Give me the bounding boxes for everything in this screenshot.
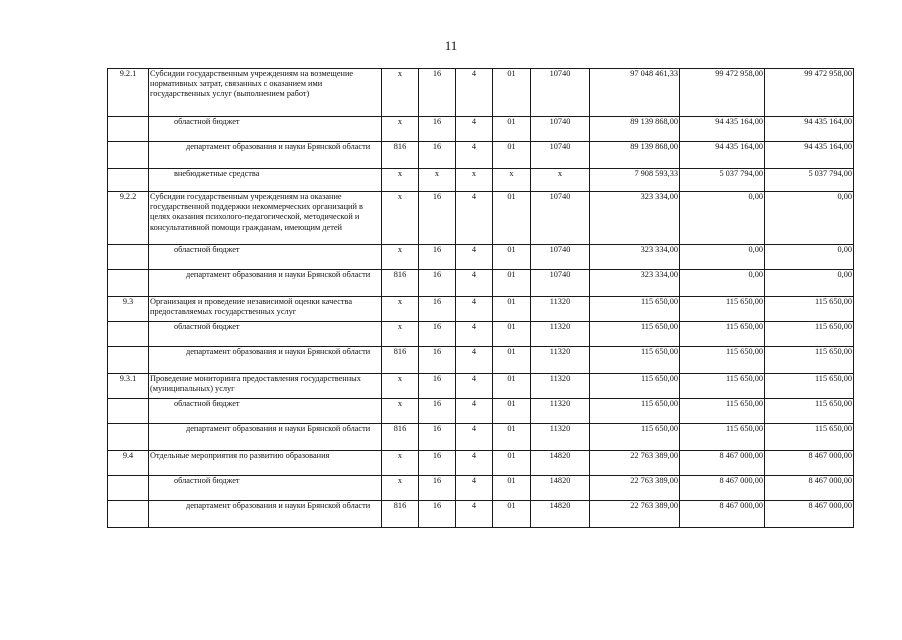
admin-code: 816 [382,347,419,374]
activity-code: 01 [493,142,531,169]
amount-year-2: 94 435 164,00 [680,142,765,169]
amount-year-2: 115 650,00 [680,347,765,374]
program-code: 16 [419,142,456,169]
subprogram-code: 4 [456,347,493,374]
admin-code: 816 [382,142,419,169]
amount-year-2: 8 467 000,00 [680,501,765,528]
program-code: 16 [419,451,456,476]
amount-year-3: 8 467 000,00 [765,476,854,501]
direction-code: 14820 [531,476,590,501]
row-name: Организация и проведение независимой оценки качества предоставляемых государственных услуг [149,297,382,322]
admin-code: х [382,117,419,142]
admin-code: х [382,192,419,245]
amount-year-3: 0,00 [765,270,854,297]
amount-year-3: 115 650,00 [765,374,854,399]
row-name: Субсидии государственным учреждениям на оказание государственной поддержки некоммерческих организаций в целях оказания психолого-педагогической, методической и консультативной помощи гражданам, имеющим детей [149,192,382,245]
amount-year-2: 115 650,00 [680,424,765,451]
subprogram-code: 4 [456,117,493,142]
row-name: областной бюджет [174,322,240,331]
program-code: 16 [419,297,456,322]
admin-code: х [382,245,419,270]
row-name: Проведение мониторинга предоставления государственных (муниципальных) услуг [149,374,382,399]
direction-code: 14820 [531,451,590,476]
row-name: областной бюджет [174,117,240,126]
amount-year-1: 115 650,00 [590,322,680,347]
row-number [108,476,149,501]
page-number: 11 [444,38,458,53]
program-code: 16 [419,192,456,245]
amount-year-3: 0,00 [765,192,854,245]
row-name: департамент образования и науки Брянской области [186,347,371,356]
direction-code: 11320 [531,399,590,424]
table-row [108,476,854,501]
admin-code: х [382,476,419,501]
subprogram-code: х [456,169,493,192]
activity-code: 01 [493,297,531,322]
row-number: 9.3.1 [108,374,149,399]
amount-year-3: 99 472 958,00 [765,69,854,117]
amount-year-3: 94 435 164,00 [765,142,854,169]
amount-year-3: 0,00 [765,245,854,270]
amount-year-1: 115 650,00 [590,374,680,399]
row-number [108,347,149,374]
program-code: 16 [419,476,456,501]
activity-code: 01 [493,501,531,528]
activity-code: 01 [493,399,531,424]
amount-year-1: 115 650,00 [590,424,680,451]
table-row [108,424,854,451]
direction-code: 10740 [531,142,590,169]
direction-code: 11320 [531,347,590,374]
direction-code: 11320 [531,297,590,322]
amount-year-1: 22 763 389,00 [590,476,680,501]
subprogram-code: 4 [456,374,493,399]
amount-year-2: 0,00 [680,192,765,245]
row-number [108,270,149,297]
amount-year-3: 94 435 164,00 [765,117,854,142]
activity-code: 01 [493,451,531,476]
table-row [108,270,854,297]
amount-year-1: 323 334,00 [590,245,680,270]
row-name: внебюджетные средства [174,169,260,178]
amount-year-1: 323 334,00 [590,270,680,297]
subprogram-code: 4 [456,192,493,245]
subprogram-code: 4 [456,245,493,270]
activity-code: 01 [493,476,531,501]
program-code: 16 [419,322,456,347]
direction-code: 11320 [531,322,590,347]
table-row [108,399,854,424]
amount-year-1: 89 139 868,00 [590,142,680,169]
subprogram-code: 4 [456,142,493,169]
amount-year-3: 115 650,00 [765,424,854,451]
activity-code: 01 [493,192,531,245]
amount-year-2: 115 650,00 [680,297,765,322]
amount-year-3: 8 467 000,00 [765,451,854,476]
table-row [108,297,854,322]
admin-code: х [382,69,419,117]
activity-code: х [493,169,531,192]
program-code: 16 [419,270,456,297]
program-code: 16 [419,374,456,399]
amount-year-2: 99 472 958,00 [680,69,765,117]
subprogram-code: 4 [456,424,493,451]
activity-code: 01 [493,69,531,117]
amount-year-3: 115 650,00 [765,297,854,322]
table-row [108,69,854,117]
program-code: 16 [419,69,456,117]
amount-year-3: 8 467 000,00 [765,501,854,528]
direction-code: 10740 [531,69,590,117]
activity-code: 01 [493,270,531,297]
amount-year-2: 5 037 794,00 [680,169,765,192]
admin-code: х [382,374,419,399]
table-row [108,374,854,399]
amount-year-2: 115 650,00 [680,374,765,399]
amount-year-3: 115 650,00 [765,347,854,374]
row-name: областной бюджет [174,245,240,254]
direction-code: 11320 [531,374,590,399]
row-name: департамент образования и науки Брянской области [186,142,371,151]
activity-code: 01 [493,245,531,270]
amount-year-2: 115 650,00 [680,399,765,424]
row-number: 9.2.2 [108,192,149,245]
amount-year-1: 97 048 461,33 [590,69,680,117]
program-code: х [419,169,456,192]
admin-code: х [382,451,419,476]
program-code: 16 [419,117,456,142]
amount-year-2: 115 650,00 [680,322,765,347]
subprogram-code: 4 [456,297,493,322]
program-code: 16 [419,347,456,374]
subprogram-code: 4 [456,476,493,501]
amount-year-2: 0,00 [680,245,765,270]
subprogram-code: 4 [456,322,493,347]
subprogram-code: 4 [456,69,493,117]
direction-code: 10740 [531,192,590,245]
table-row [108,169,854,192]
row-number: 9.2.1 [108,69,149,117]
activity-code: 01 [493,347,531,374]
amount-year-1: 89 139 868,00 [590,117,680,142]
row-name: департамент образования и науки Брянской области [186,501,371,510]
admin-code: х [382,297,419,322]
row-number [108,142,149,169]
direction-code: 10740 [531,117,590,142]
row-name: областной бюджет [174,476,240,485]
amount-year-2: 94 435 164,00 [680,117,765,142]
row-number [108,117,149,142]
amount-year-2: 8 467 000,00 [680,451,765,476]
subprogram-code: 4 [456,270,493,297]
row-number: 9.4 [108,451,149,476]
subprogram-code: 4 [456,501,493,528]
amount-year-3: 115 650,00 [765,399,854,424]
row-number [108,245,149,270]
amount-year-1: 22 763 389,00 [590,451,680,476]
amount-year-3: 115 650,00 [765,322,854,347]
activity-code: 01 [493,322,531,347]
amount-year-3: 5 037 794,00 [765,169,854,192]
row-name: Отдельные мероприятия по развитию образования [149,451,382,476]
subprogram-code: 4 [456,451,493,476]
amount-year-1: 7 908 593,33 [590,169,680,192]
subprogram-code: 4 [456,399,493,424]
activity-code: 01 [493,117,531,142]
table-row [108,245,854,270]
direction-code: 14820 [531,501,590,528]
admin-code: 816 [382,424,419,451]
direction-code: 11320 [531,424,590,451]
row-name: Субсидии государственным учреждениям на возмещение нормативных затрат, связанных с оказанием ими государственных услуг (выполнением работ) [149,69,382,117]
amount-year-1: 22 763 389,00 [590,501,680,528]
program-code: 16 [419,424,456,451]
row-number [108,322,149,347]
amount-year-1: 115 650,00 [590,297,680,322]
program-code: 16 [419,245,456,270]
amount-year-1: 323 334,00 [590,192,680,245]
row-number [108,169,149,192]
admin-code: 816 [382,270,419,297]
admin-code: 816 [382,501,419,528]
table-row [108,451,854,476]
activity-code: 01 [493,374,531,399]
row-number [108,399,149,424]
admin-code: х [382,399,419,424]
table-row [108,192,854,245]
budget-table [107,68,854,528]
direction-code: х [531,169,590,192]
row-name: департамент образования и науки Брянской области [186,424,371,433]
admin-code: х [382,169,419,192]
amount-year-1: 115 650,00 [590,347,680,374]
table-row [108,142,854,169]
program-code: 16 [419,501,456,528]
table-row [108,347,854,374]
row-number [108,424,149,451]
table-row [108,117,854,142]
direction-code: 10740 [531,245,590,270]
row-number [108,501,149,528]
row-name: департамент образования и науки Брянской области [186,270,371,279]
amount-year-1: 115 650,00 [590,399,680,424]
table-row [108,501,854,528]
row-name: областной бюджет [174,399,240,408]
table-row [108,322,854,347]
admin-code: х [382,322,419,347]
amount-year-2: 8 467 000,00 [680,476,765,501]
activity-code: 01 [493,424,531,451]
direction-code: 10740 [531,270,590,297]
program-code: 16 [419,399,456,424]
row-number: 9.3 [108,297,149,322]
amount-year-2: 0,00 [680,270,765,297]
